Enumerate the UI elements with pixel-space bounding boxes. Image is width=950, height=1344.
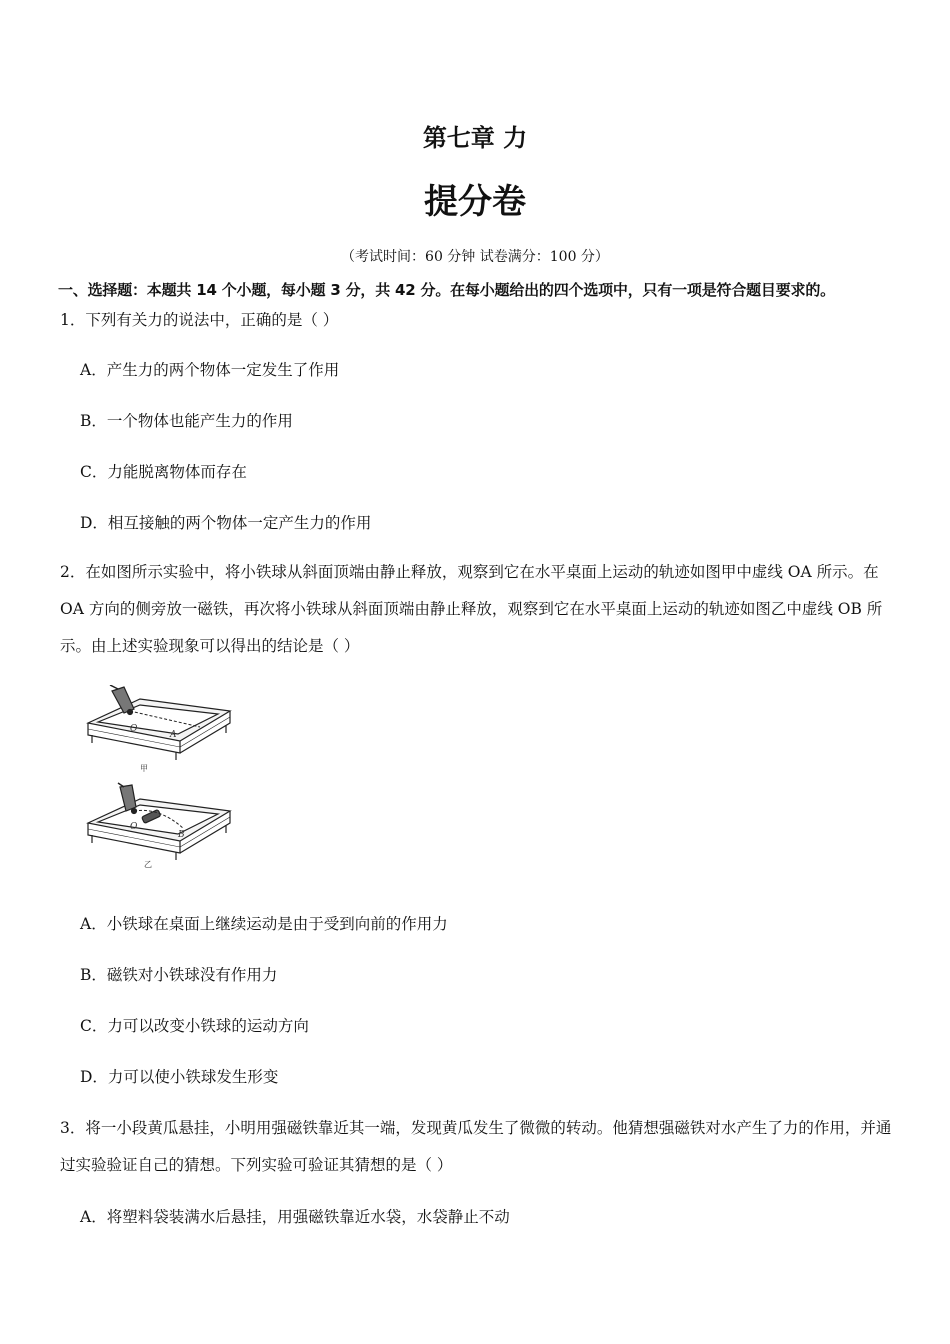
table-diagram-bottom	[88, 783, 230, 860]
question-1-stem: 1．下列有关力的说法中，正确的是（ ）	[60, 311, 339, 329]
chapter-title: 第七章 力	[422, 124, 528, 152]
question-1-option-c: C．力能脱离物体而存在	[80, 463, 247, 481]
caption-jia: 甲	[140, 764, 148, 773]
exam-info: （考试时间：60 分钟 试卷满分：100 分）	[341, 249, 609, 265]
page-title: 提分卷	[424, 182, 526, 222]
question-1-option-d: D．相互接触的两个物体一定产生力的作用	[80, 514, 372, 532]
caption-yi: 乙	[144, 860, 152, 869]
section-heading: 一、选择题：本题共 14 个小题，每小题 3 分，共 42 分。在每小题给出的四个选项中，只有一项是符合题目要求的。	[58, 281, 835, 299]
question-1-option-a: A．产生力的两个物体一定发生了作用	[80, 361, 340, 379]
label-a: A	[170, 730, 177, 740]
table-diagram-top	[88, 685, 230, 760]
label-o-bottom: O	[130, 822, 138, 832]
question-2-option-d: D．力可以使小铁球发生形变	[80, 1068, 279, 1086]
label-o-top: O	[130, 724, 138, 734]
question-2-option-a: A．小铁球在桌面上继续运动是由于受到向前的作用力	[80, 915, 448, 933]
question-2-option-c: C．力可以改变小铁球的运动方向	[80, 1017, 309, 1035]
experiment-figure	[80, 685, 250, 875]
question-2-stem: 2．在如图所示实验中，将小铁球从斜面顶端由静止释放，观察到它在水平桌面上运动的轨迹如图甲中虚线 OA 所示。在 OA 方向的侧旁放一磁铁，再次将小铁球从斜面顶端由静止释放，观察到它在水平桌面上运动的轨迹如图乙中虚线 OB 所示。由上述实验现象可以得出的结论是（ ）	[60, 563, 883, 655]
question-3-option-a: A．将塑料袋装满水后悬挂，用强磁铁靠近水袋，水袋静止不动	[80, 1208, 510, 1226]
question-3-stem: 3．将一小段黄瓜悬挂，小明用强磁铁靠近其一端，发现黄瓜发生了微微的转动。他猜想强磁铁对水产生了力的作用，并通过实验验证自己的猜想。下列实验可验证其猜想的是（ ）	[60, 1119, 892, 1174]
label-b: B	[178, 830, 185, 840]
question-2-option-b: B．磁铁对小铁球没有作用力	[80, 966, 278, 984]
question-1-option-b: B．一个物体也能产生力的作用	[80, 412, 293, 430]
